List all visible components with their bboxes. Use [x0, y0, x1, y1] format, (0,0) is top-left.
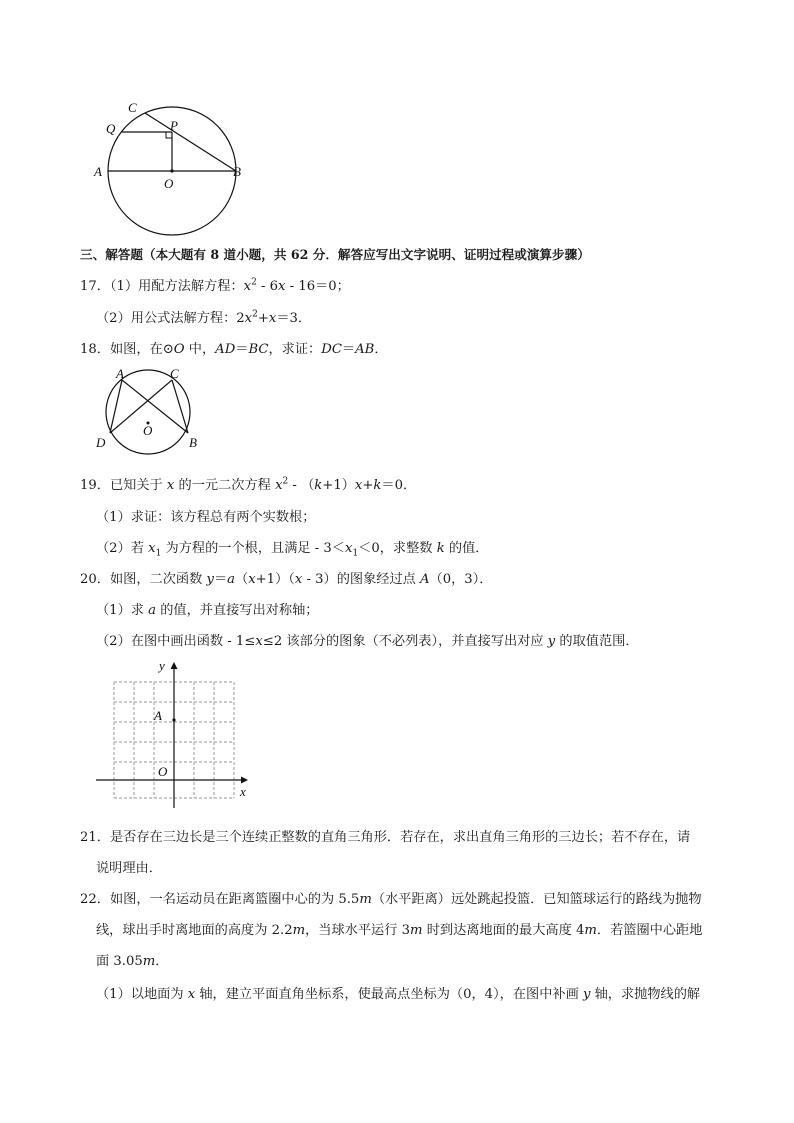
q19-p2-a: （2）若 [96, 541, 149, 556]
q19-p2-c: ＜0，求整数 [358, 541, 437, 556]
var-x: x [278, 279, 286, 294]
q22-l2-a: 线，球出手时离地面的高度为 2.2 [96, 923, 293, 938]
label-o: O [143, 423, 153, 438]
q20-p2-a: （2）在图中画出函数 - 1≤ [96, 634, 256, 649]
q22-line2 [96, 922, 702, 940]
q17-p2-text: （2）用公式法解方程：2 [96, 311, 245, 326]
section-3-header: 三、解答题（本大题有 8 道小题，共 62 分．解答应写出文字说明、证明过程或演算步骤） [80, 247, 590, 262]
seg-ab: AB [355, 342, 375, 357]
q17-part2 [96, 310, 311, 328]
eq: ＝ [235, 342, 249, 357]
q20-p2-c: 的取值范围． [555, 634, 639, 649]
q21-line2: 说明理由． [96, 861, 162, 876]
q22-l4-a: （1）以地面为 [96, 987, 188, 1002]
q17-p2-end: ＝3． [276, 311, 312, 326]
q17-number: 17． [80, 279, 110, 294]
q22-line1 [80, 891, 702, 909]
exp: 2 [282, 476, 289, 487]
q19-text-b: 的一元二次方程 [174, 478, 276, 493]
q18-text-c: ，求证： [268, 342, 322, 357]
chord-ab [122, 380, 188, 433]
label-a: A [94, 164, 102, 179]
q17-p1-mid: - 6 [256, 279, 279, 294]
plus: + [257, 311, 269, 326]
var-y: y [547, 634, 556, 649]
point-a-dot [172, 718, 175, 721]
q18-text-d: ． [374, 342, 388, 357]
axis-label-y: y [159, 658, 165, 673]
var-x: x [255, 634, 263, 649]
x-axis-arrow [241, 777, 248, 784]
var-x: x [248, 572, 256, 587]
q19-text-c: - （ [288, 478, 315, 493]
q20-text-e: - 3）的图象经过点 [302, 572, 421, 587]
exp: 2 [252, 309, 258, 320]
var-x: x [294, 572, 303, 587]
label-p: P [170, 118, 178, 133]
label-o: O [164, 176, 174, 191]
var-k: k [373, 478, 382, 493]
unit-m: m [142, 954, 156, 969]
var-a: a [148, 603, 157, 618]
q18-text-a: 18．如图，在⊙ [80, 342, 174, 357]
q21-line1: 21．是否存在三边长是三个连续正整数的直角三角形．若存在，求出直角三角形的三边长；若不存在，请 [80, 830, 691, 845]
label-d: D [96, 435, 106, 450]
q20-text-f: （0，3）． [429, 572, 493, 587]
q22-l1-a: 22．如图，一名运动员在距离篮圈中心的为 5.5 [80, 892, 360, 907]
q22-l2-c: 时到达离地面的最大高度 4 [422, 923, 585, 938]
q22-l4-b: 轴，建立平面直角坐标系，使最高点坐标为（0，4），在图中补画 [195, 987, 583, 1002]
eq: ＝ [341, 342, 356, 357]
q17-part1 [80, 278, 350, 296]
q19-text-a: 19．已知关于 [80, 478, 167, 493]
origin-label: O [158, 764, 168, 779]
point-a-label: A [154, 708, 162, 723]
q20-text-d: +1）（ [255, 572, 295, 587]
label-b: B [233, 164, 241, 179]
q22-l3-a: 面 3.05 [96, 954, 143, 969]
q17-p1-end: - 16＝0； [285, 279, 350, 294]
chord-cb [145, 113, 236, 171]
point-a: A [420, 572, 430, 587]
sub: 1 [155, 548, 162, 559]
q19-p2-b: 为方程的一个根，且满足 - 3＜ [161, 541, 345, 556]
unit-m: m [584, 923, 597, 938]
q20-statement [80, 571, 492, 589]
var-k: k [314, 478, 323, 493]
q18-statement [80, 341, 388, 359]
var-k: k [436, 541, 445, 556]
q22-line4 [96, 986, 700, 1004]
exp: 2 [251, 277, 257, 288]
q20-p1-a: （1）求 [96, 603, 149, 618]
q19-part1: （1）求证：该方程总有两个实数根； [96, 510, 316, 525]
label-c: C [170, 366, 179, 381]
var-x: x [166, 478, 175, 493]
unit-m: m [292, 923, 306, 938]
var-x: x [243, 279, 252, 294]
y-axis-arrow [171, 662, 178, 669]
var-y: y [206, 572, 214, 587]
unit-m: m [359, 892, 372, 907]
q19-part2 [96, 540, 488, 558]
var-x: x [148, 541, 156, 556]
var-x: x [275, 478, 283, 493]
var-y: y [582, 987, 591, 1002]
q22-l2-d: ．若篮圈中心距地 [596, 923, 703, 938]
q19-text-e: + [362, 478, 374, 493]
var-x: x [268, 311, 277, 326]
q19-p2-d: 的值． [444, 541, 489, 556]
var-a: a [227, 572, 235, 587]
q20-part2 [96, 633, 639, 651]
q22-line3 [96, 953, 168, 971]
q20-text-a: 20．如图，二次函数 [80, 572, 207, 587]
circle-o [106, 370, 190, 454]
var-x: x [187, 987, 196, 1002]
label-b: B [189, 435, 197, 450]
center-dot [170, 169, 173, 172]
coordinate-grid-figure [92, 658, 252, 808]
q20-p1-b: 的值，并直接写出对称轴； [156, 603, 319, 618]
var-x: x [244, 311, 253, 326]
chord-cb [172, 380, 188, 433]
sub: 1 [352, 548, 359, 559]
seg-dc: DC [321, 342, 342, 357]
var-x: x [354, 478, 363, 493]
label-c: C [128, 100, 137, 115]
q18-text-b: 中， [184, 342, 216, 357]
q19-text-f: ＝0． [381, 478, 417, 493]
chord-cd [110, 380, 172, 433]
q22-l3-b: ． [155, 954, 169, 969]
circle-figure-top [90, 96, 250, 236]
label-q: Q [106, 121, 116, 136]
q19-statement [80, 477, 416, 495]
q20-text-b: ＝ [213, 572, 228, 587]
q20-p2-b: ≤2 该部分的图象（不必列表），并直接写出对应 [262, 634, 548, 649]
q17-p1-text: （1）用配方法解方程： [109, 279, 244, 294]
q19-text-d: +1） [322, 478, 355, 493]
var-o: O [173, 342, 185, 357]
q22-l4-c: 轴，求抛物线的解 [590, 987, 701, 1002]
unit-m: m [410, 923, 423, 938]
q22-l1-b: （水平距离）远处跳起投篮．已知篮球运行的路线为抛物 [371, 892, 702, 907]
circle-figure-q18 [92, 366, 204, 458]
label-a: A [116, 366, 124, 381]
q20-part1 [96, 602, 318, 620]
seg-bc: BC [248, 342, 269, 357]
axis-label-x: x [240, 784, 246, 799]
seg-ad: AD [215, 342, 236, 357]
q22-l2-b: ，当球水平运行 3 [305, 923, 411, 938]
var-x: x [345, 541, 353, 556]
q20-text-c: （ [235, 572, 249, 587]
